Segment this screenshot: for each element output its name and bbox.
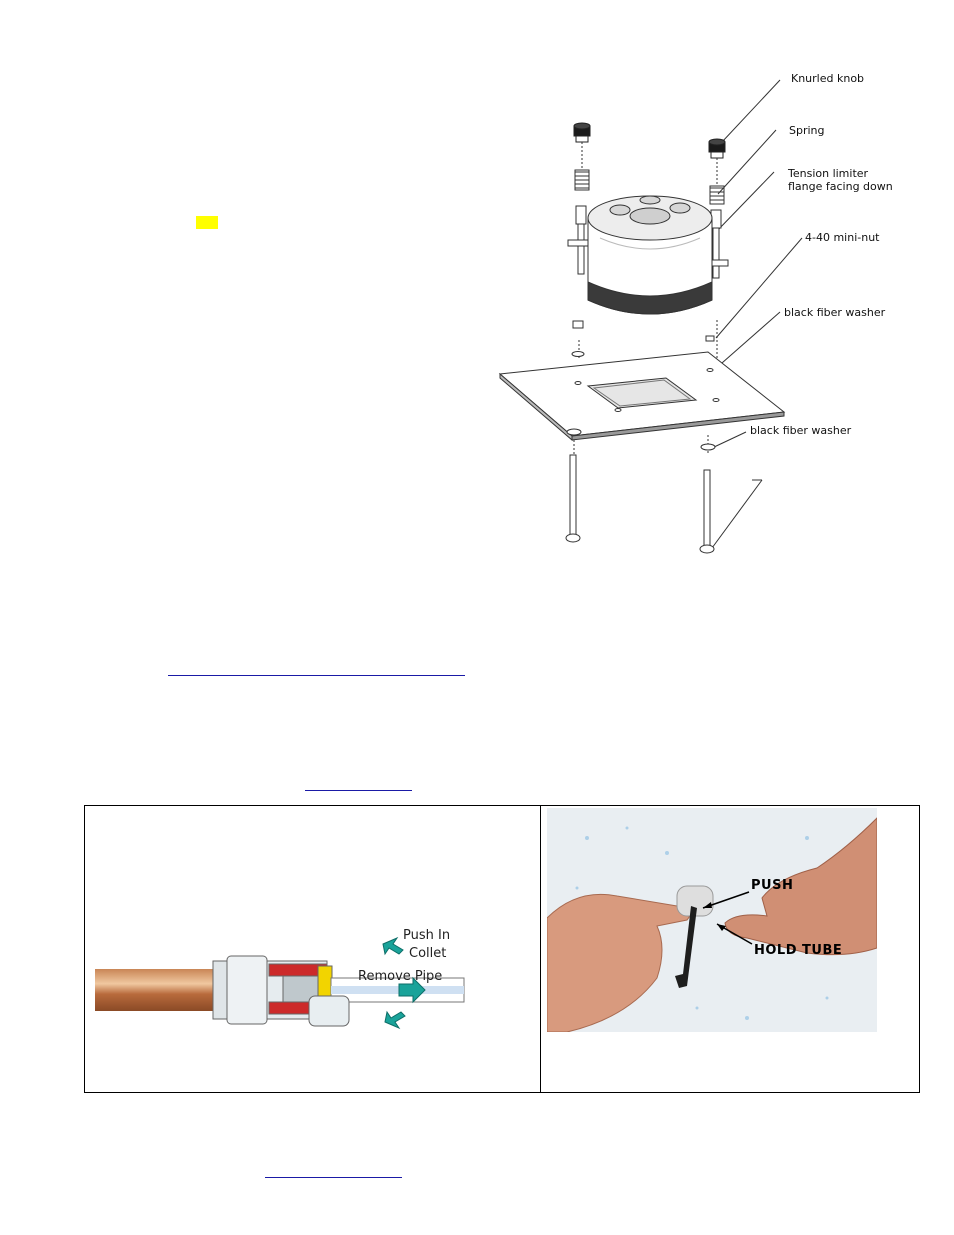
label-knurled-knob: Knurled knob [791,72,865,85]
circuit-board [500,352,784,440]
leader-washer-top [714,312,780,370]
left-knob [574,123,590,142]
leader-screw [712,480,762,548]
label-remove-pipe: Remove Pipe [358,969,443,984]
left-spring [575,170,589,190]
hyperlink-3[interactable] [265,1177,402,1178]
label-spring: Spring [789,124,825,137]
hyperlink-2[interactable] [305,790,412,791]
left-washer-top [572,352,584,357]
leader-mininut [716,238,802,338]
leader-spring [718,130,776,194]
label-push: PUSH [751,878,794,893]
label-mini-nut: 4-40 mini-nut [805,231,880,244]
label-flange-facing-down: flange facing down [788,180,893,193]
push-arrow-top-icon [383,938,403,954]
push-arrow-bottom-icon [385,1012,405,1028]
leader-washer-bottom [712,432,746,448]
label-tension-limiter: Tension limiter [788,167,869,180]
label-collet: Collet [409,946,447,961]
hands-photo [547,808,877,1032]
right-washer-bottom [701,444,715,450]
right-knob [709,139,725,158]
hyperlink-1[interactable] [168,675,465,676]
label-hold-tube: HOLD TUBE [754,943,843,958]
label-push-in: Push In [403,928,451,943]
left-mini-nut [573,321,583,328]
left-washer-bottom [567,429,581,435]
right-screw [700,470,714,553]
copper-pipe [95,969,220,1011]
label-washer-top: black fiber washer [784,306,886,319]
label-washer-bottom: black fiber washer [750,424,852,437]
fitting-body [227,956,267,1024]
leader-knob [722,80,780,142]
figure-table [84,805,920,1093]
table-divider [540,806,541,1092]
right-spring [710,186,724,204]
left-screw [566,455,580,542]
waterblock-body [588,196,712,314]
right-mini-nut [706,336,714,341]
leader-tension [716,172,774,232]
highlight-mark [196,216,218,229]
